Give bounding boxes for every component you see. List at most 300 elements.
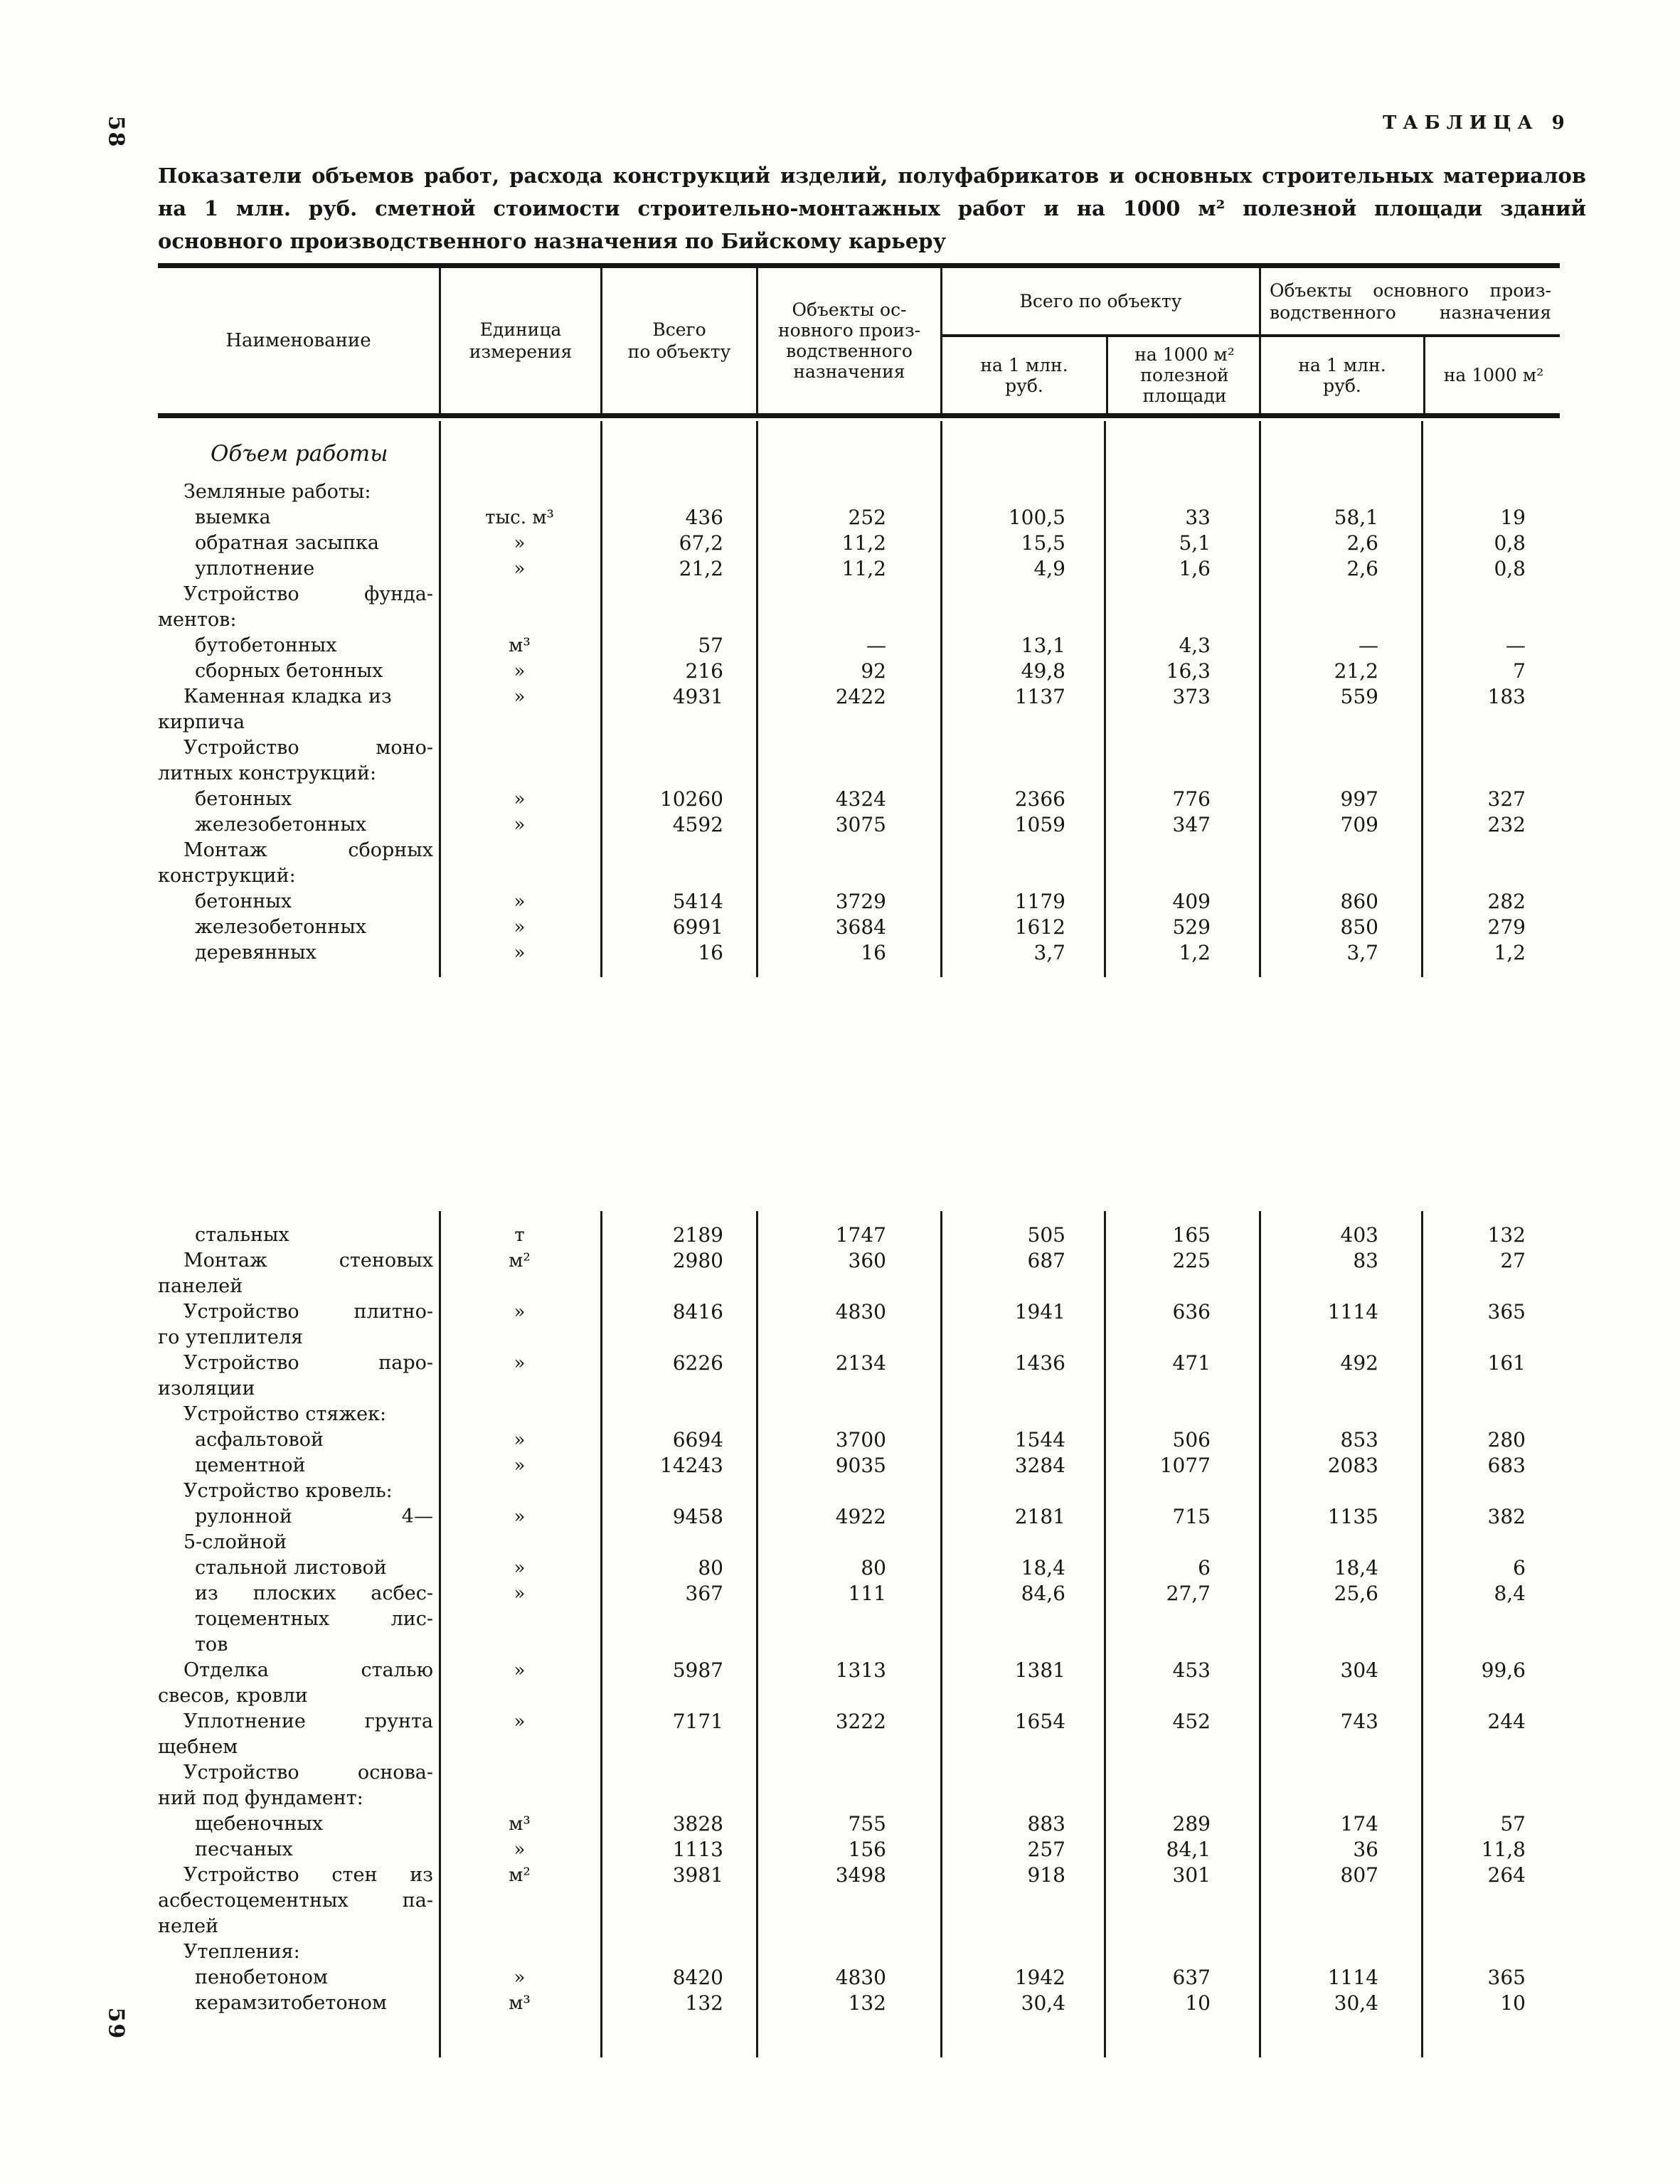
row-label [158, 1453, 439, 1479]
row-value: 637 [1172, 1966, 1211, 1989]
header-group-total-per-object [940, 268, 1259, 413]
header-subcolumns [1261, 337, 1560, 413]
row-value: 347 [1172, 813, 1211, 836]
row-label [158, 1248, 439, 1299]
header-subcolumns [942, 337, 1259, 413]
row-value: 58,1 [1334, 506, 1378, 529]
row-label [158, 1863, 439, 1939]
row-value: 403 [1340, 1223, 1378, 1247]
row-value: 15,5 [1021, 531, 1065, 555]
row-value: — [866, 634, 886, 657]
row-value: 1,2 [1494, 941, 1526, 964]
header-text: водственного [786, 341, 913, 361]
row-label-line: го утеплителя [158, 1326, 304, 1348]
document-title [158, 159, 1586, 257]
row-value: 13,1 [1021, 634, 1065, 657]
column-rule [439, 421, 441, 977]
column-rule [1421, 421, 1423, 977]
table-row [158, 787, 1560, 812]
row-value: 1612 [1014, 915, 1065, 939]
row-value: 8420 [672, 1966, 723, 1989]
row-value: 709 [1340, 813, 1378, 836]
row-value: 80 [698, 1556, 723, 1580]
row-value: 360 [848, 1249, 886, 1272]
row-value: 84,6 [1021, 1582, 1065, 1605]
row-value: 1113 [672, 1838, 723, 1861]
table-row [158, 556, 1560, 582]
row-label-line: Монтаж сборных [184, 839, 433, 861]
row-label-line: щебеночных [195, 1813, 324, 1835]
row-unit: м² [509, 1865, 531, 1886]
row-value: 382 [1487, 1505, 1526, 1528]
row-value: 687 [1027, 1249, 1065, 1272]
row-value: 715 [1172, 1505, 1211, 1528]
header-text: Наименование [225, 329, 371, 351]
row-value: 7 [1513, 659, 1526, 683]
row-value: 16 [698, 941, 723, 964]
row-value: 492 [1340, 1351, 1378, 1375]
row-value: 755 [848, 1812, 886, 1836]
table-row [158, 531, 1560, 556]
row-value: 2181 [1014, 1505, 1065, 1528]
row-value: 16 [861, 941, 886, 964]
page-number-bottom: 59 [103, 2007, 129, 2040]
row-label-line: конструкций: [158, 865, 296, 887]
row-value: 2422 [835, 685, 886, 708]
row-value: 4,9 [1033, 557, 1065, 580]
row-value: 3729 [835, 890, 886, 913]
row-value: 132 [685, 1991, 723, 2015]
row-label [158, 1709, 439, 1760]
table-row [158, 1479, 1560, 1504]
row-label-line: Устройство моно- [184, 737, 433, 759]
row-label-line: щебнем [158, 1736, 238, 1758]
table-row [158, 1351, 1560, 1402]
row-value: 92 [861, 659, 886, 683]
row-value: 4592 [672, 813, 723, 836]
row-value: 1,2 [1179, 941, 1211, 964]
column-rule [756, 1211, 758, 2057]
row-label [158, 684, 439, 735]
row-label [158, 556, 439, 582]
header-sub-per-million [1261, 337, 1423, 413]
row-value: 3981 [672, 1863, 723, 1887]
row-unit: » [514, 558, 526, 580]
row-value: — [1506, 634, 1526, 657]
row-value: 84,1 [1166, 1838, 1211, 1861]
row-label-line: ментов: [158, 609, 237, 631]
row-value: 6226 [672, 1351, 723, 1375]
table-row [158, 1939, 1560, 1965]
header-text: руб. [1005, 375, 1043, 396]
row-label-line: Устройство плитно- [184, 1301, 433, 1323]
title-line: основного производственного назначения по Бийскому карьеру [158, 229, 947, 253]
row-unit: » [514, 1660, 526, 1681]
table-row [158, 1427, 1560, 1453]
row-unit: » [514, 1301, 526, 1323]
header-col-name [158, 268, 439, 413]
header-text: измерения [469, 341, 573, 362]
row-value: 1077 [1159, 1454, 1211, 1477]
row-unit: » [514, 789, 526, 810]
row-label-line: Устройство стяжек: [184, 1403, 387, 1425]
row-label-line: Устройство стен из [184, 1864, 433, 1886]
row-value: 1137 [1014, 685, 1065, 708]
row-unit: » [514, 1557, 526, 1579]
row-value: 36 [1353, 1838, 1378, 1861]
row-label [158, 735, 439, 787]
row-value: 1059 [1014, 813, 1065, 836]
row-label [158, 838, 439, 889]
row-value: 232 [1487, 813, 1526, 836]
row-value: 33 [1185, 506, 1211, 529]
row-value: 280 [1487, 1428, 1526, 1451]
row-label-line: железобетонных [195, 916, 367, 938]
row-value: 3,7 [1033, 941, 1065, 964]
row-value: 3684 [835, 915, 886, 939]
row-value: 3700 [835, 1428, 886, 1451]
row-value: 49,8 [1021, 659, 1065, 683]
row-label [158, 1760, 439, 1811]
row-label-line: панелей [158, 1275, 243, 1297]
row-value: 6694 [672, 1428, 723, 1451]
row-value: 100,5 [1008, 506, 1065, 529]
row-value: 1135 [1327, 1505, 1378, 1528]
row-value: 257 [1027, 1838, 1065, 1861]
table-row [158, 684, 1560, 735]
row-value: 918 [1027, 1863, 1065, 1887]
row-value: 0,8 [1494, 557, 1526, 580]
row-value: 3828 [672, 1812, 723, 1836]
row-unit: » [514, 1353, 526, 1374]
row-label [158, 1991, 439, 2016]
row-unit: » [514, 1506, 526, 1528]
row-value: 2,6 [1346, 531, 1378, 555]
row-label-line: литных конструкций: [158, 762, 377, 784]
table-row [158, 1863, 1560, 1939]
header-text: водственного назначения [1270, 302, 1551, 323]
row-value: 409 [1172, 890, 1211, 913]
row-value: 7171 [672, 1710, 723, 1733]
row-label [158, 889, 439, 915]
row-value: 25,6 [1334, 1582, 1378, 1605]
row-value: 453 [1172, 1658, 1211, 1682]
row-value: 529 [1172, 915, 1211, 939]
row-value: 216 [685, 659, 723, 683]
row-label [158, 1351, 439, 1402]
row-label [158, 1811, 439, 1837]
title-line: на 1 млн. руб. сметной стоимости строительно-монтажных работ и на 1000 м² полезной площади зданий [158, 196, 1586, 220]
row-value: 1544 [1014, 1428, 1065, 1451]
row-value: 16,3 [1166, 659, 1211, 683]
table-row [158, 582, 1560, 633]
header-text: площади [1142, 385, 1227, 406]
header-text: на 1000 м² [1443, 365, 1544, 385]
row-label [158, 1402, 439, 1427]
row-label-line: бетонных [195, 788, 292, 810]
table-row [158, 1709, 1560, 1760]
row-unit: » [514, 1967, 526, 1988]
row-value: 83 [1353, 1249, 1378, 1272]
row-value: 1942 [1014, 1966, 1065, 1989]
row-unit: » [514, 891, 526, 912]
row-label [158, 915, 439, 940]
row-label-line: керамзитобетоном [195, 1992, 387, 2014]
row-value: 6 [1198, 1556, 1211, 1580]
row-unit: м³ [509, 635, 531, 656]
row-value: 4830 [835, 1300, 886, 1323]
row-value: 1941 [1014, 1300, 1065, 1323]
row-value: 10 [1185, 1991, 1211, 2015]
header-text: Единица [479, 319, 562, 340]
table-row [158, 1581, 1560, 1658]
header-text: Объекты основного произ- [1270, 279, 1551, 301]
table-row [158, 1991, 1560, 2016]
column-rule [600, 421, 602, 977]
column-rule [1104, 421, 1106, 977]
row-value: 10 [1500, 1991, 1526, 2015]
row-label-line: бетонных [195, 890, 292, 912]
row-value: 505 [1027, 1223, 1065, 1247]
row-value: 4830 [835, 1966, 886, 1989]
row-value: 327 [1487, 787, 1526, 811]
row-value: 21,2 [679, 557, 723, 580]
row-value: 636 [1172, 1300, 1211, 1323]
table-row [158, 659, 1560, 684]
column-rule [1259, 1211, 1261, 2057]
row-value: 776 [1172, 787, 1211, 811]
table-row [158, 1222, 1560, 1248]
table-row [158, 505, 1560, 531]
row-label-line: Устройство основа- [184, 1762, 433, 1784]
row-label [158, 505, 439, 531]
row-label [158, 1581, 439, 1658]
row-value: 9458 [672, 1505, 723, 1528]
column-rule [940, 1211, 942, 2057]
row-unit: » [514, 1429, 526, 1451]
row-value: 27,7 [1166, 1582, 1211, 1605]
row-label-line: деревянных [195, 942, 317, 964]
row-value: 1114 [1327, 1966, 1378, 1989]
row-label-line: Утепления: [184, 1941, 300, 1963]
title-line: Показатели объемов работ, расхода конструкций изделий, полуфабрикатов и основных строительных материалов [158, 164, 1586, 188]
row-label [158, 1837, 439, 1863]
row-label [158, 1299, 439, 1351]
row-value: 683 [1487, 1454, 1526, 1477]
row-label [158, 479, 439, 505]
row-value: 21,2 [1334, 659, 1378, 683]
row-value: 30,4 [1021, 1991, 1065, 2015]
row-value: 6991 [672, 915, 723, 939]
row-unit: тыс. м³ [485, 507, 554, 528]
row-label-line: рулонной 4— [195, 1506, 433, 1528]
table-row [158, 1555, 1560, 1581]
row-value: 67,2 [679, 531, 723, 555]
row-value: 1313 [835, 1658, 886, 1682]
row-label-line: тов [195, 1634, 228, 1656]
row-value: 5987 [672, 1658, 723, 1682]
row-value: 19 [1500, 506, 1526, 529]
table-row [158, 940, 1560, 966]
row-value: 559 [1340, 685, 1378, 708]
row-value: 57 [1500, 1812, 1526, 1836]
header-col-total [600, 268, 756, 413]
header-text: руб. [1323, 375, 1361, 396]
row-value: 11,2 [841, 557, 886, 580]
row-value: 252 [848, 506, 886, 529]
row-value: 5,1 [1179, 531, 1211, 555]
row-value: 743 [1340, 1710, 1378, 1733]
column-rule [940, 421, 942, 977]
header-text: Объекты ос- [792, 299, 907, 320]
row-value: 471 [1172, 1351, 1211, 1375]
row-label-line: сборных бетонных [195, 660, 383, 682]
row-value: 2366 [1014, 787, 1065, 811]
row-unit: » [514, 533, 526, 554]
row-label-line: пенобетоном [195, 1966, 328, 1988]
row-label-line: песчаных [195, 1838, 293, 1860]
row-label-line: асбестоцементных па- [158, 1890, 433, 1912]
table-row [158, 1837, 1560, 1863]
row-value: 4,3 [1179, 634, 1211, 657]
row-value: — [1359, 634, 1378, 657]
row-value: 2980 [672, 1249, 723, 1272]
row-value: 111 [848, 1582, 886, 1605]
row-label-line: асфальтовой [195, 1429, 324, 1451]
row-value: 156 [848, 1838, 886, 1861]
row-unit: » [514, 661, 526, 682]
table-row [158, 1402, 1560, 1427]
table-row [158, 838, 1560, 889]
row-label-line: изоляции [158, 1378, 255, 1400]
row-label [158, 633, 439, 659]
row-value: 11,2 [841, 531, 886, 555]
table-row [158, 889, 1560, 915]
column-rule [1104, 1211, 1106, 2057]
row-value: 99,6 [1481, 1658, 1526, 1682]
row-value: 365 [1487, 1300, 1526, 1323]
row-label [158, 531, 439, 556]
row-value: 183 [1487, 685, 1526, 708]
row-value: 3075 [835, 813, 886, 836]
row-value: 1,6 [1179, 557, 1211, 580]
row-value: 506 [1172, 1428, 1211, 1451]
row-value: 436 [685, 506, 723, 529]
row-value: 8416 [672, 1300, 723, 1323]
section-heading: Объем работы [211, 441, 388, 467]
row-value: 9035 [835, 1454, 886, 1477]
row-value: 6 [1513, 1556, 1526, 1580]
row-unit: » [514, 1455, 526, 1476]
row-label-line: тоцементных лис- [195, 1608, 433, 1630]
row-value: 132 [848, 1991, 886, 2015]
row-value: 860 [1340, 890, 1378, 913]
row-label-line: железобетонных [195, 814, 367, 836]
table-row [158, 1504, 1560, 1555]
row-value: 225 [1172, 1249, 1211, 1272]
row-label-line: обратная засыпка [195, 532, 379, 554]
column-rule [1421, 1211, 1423, 2057]
column-rule [1259, 421, 1261, 977]
row-value: 14243 [659, 1454, 723, 1477]
row-label-line: бутобетонных [195, 634, 337, 656]
row-label-line: уплотнение [195, 558, 315, 580]
row-label [158, 1939, 439, 1965]
row-value: 850 [1340, 915, 1378, 939]
row-value: 289 [1172, 1812, 1211, 1836]
row-value: 3222 [835, 1710, 886, 1733]
row-value: 367 [685, 1582, 723, 1605]
header-text: на 1000 м² [1134, 344, 1235, 365]
row-value: 373 [1172, 685, 1211, 708]
table-row [158, 479, 1560, 505]
row-label [158, 812, 439, 838]
row-unit: » [514, 1583, 526, 1604]
header-sub-per-1000m2 [1106, 337, 1261, 413]
row-value: 3284 [1014, 1454, 1065, 1477]
table-row [158, 812, 1560, 838]
header-text: полезной [1140, 365, 1229, 385]
table-row [158, 1299, 1560, 1351]
row-label [158, 787, 439, 812]
row-value: 3498 [835, 1863, 886, 1887]
row-value: 165 [1172, 1223, 1211, 1247]
row-value: 2189 [672, 1223, 723, 1247]
row-label-line: Устройство паро- [184, 1352, 433, 1374]
row-label-line: стальных [195, 1224, 289, 1246]
row-unit: м³ [509, 1993, 531, 2014]
row-label [158, 1427, 439, 1453]
row-label-line: ний под фундамент: [158, 1787, 363, 1809]
row-label-line: Отделка сталью [184, 1659, 433, 1681]
column-rule [439, 1211, 441, 2057]
row-value: 18,4 [1334, 1556, 1378, 1580]
row-unit: » [514, 1711, 526, 1732]
row-value: 0,8 [1494, 531, 1526, 555]
row-value: 2134 [835, 1351, 886, 1375]
row-value: 1747 [835, 1223, 886, 1247]
row-label-line: кирпича [158, 711, 245, 733]
row-label [158, 1479, 439, 1504]
table-header [158, 263, 1560, 418]
row-value: 1381 [1014, 1658, 1065, 1682]
table-body-lower [158, 1211, 1560, 2057]
row-value: 853 [1340, 1428, 1378, 1451]
row-label [158, 1504, 439, 1555]
row-unit: т [514, 1225, 525, 1246]
column-rule [600, 1211, 602, 2057]
row-label [158, 940, 439, 966]
row-value: 365 [1487, 1966, 1526, 1989]
row-unit: » [514, 686, 526, 708]
table-row [158, 1760, 1560, 1811]
row-label-line: Устройство кровель: [184, 1480, 393, 1502]
row-label-line: из плоских асбес- [195, 1582, 433, 1604]
row-unit: » [514, 1839, 526, 1860]
row-unit: м² [509, 1250, 531, 1272]
row-value: 80 [861, 1556, 886, 1580]
row-value: 27 [1500, 1249, 1526, 1272]
row-label [158, 1965, 439, 1991]
row-value: 10260 [659, 787, 723, 811]
row-unit: » [514, 942, 526, 964]
row-value: 18,4 [1021, 1556, 1065, 1580]
row-label-line: цементной [195, 1454, 306, 1476]
row-label-line: Каменная кладка из [184, 686, 392, 708]
row-label-line: Монтаж стеновых [184, 1250, 433, 1272]
header-col-unit [439, 268, 600, 413]
row-label-line: нелей [158, 1915, 219, 1937]
